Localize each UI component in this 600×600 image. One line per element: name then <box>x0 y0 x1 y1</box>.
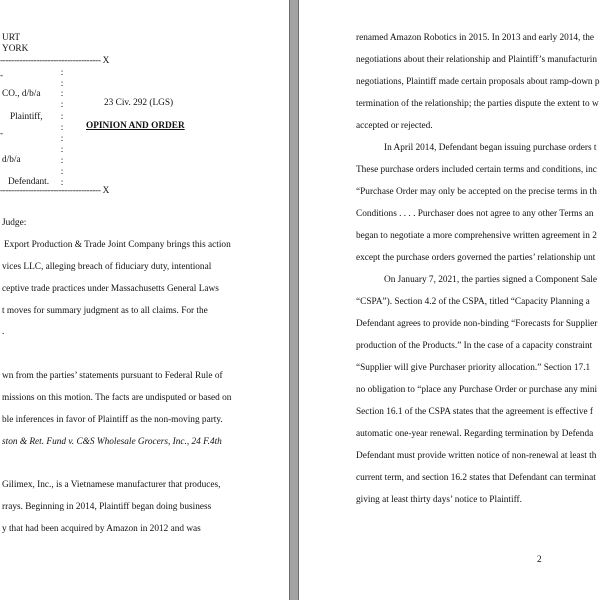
caption-dash-mark: - <box>0 129 4 139</box>
caption-dash-mark: - <box>0 71 4 81</box>
plaintiff-label: Plaintiff, <box>10 112 43 122</box>
document-page-left <box>0 0 290 600</box>
body-line: “CSPA”). Section 4.2 of the CSPA, titled “Capacity Planning a <box>356 297 590 307</box>
page-number: 2 <box>537 555 542 565</box>
document-title: OPINION AND ORDER <box>86 121 185 131</box>
body-line: no obligation to “place any Purchase Order or purchase any mini <box>356 385 598 395</box>
body-line: except the purchase orders governed the parties’ relationship unt <box>356 253 596 263</box>
body-line: missions on this motion. The facts are undisputed or based on <box>2 393 232 403</box>
caption-colon: : <box>60 178 64 188</box>
caption-dash-top: ------------------------------------ X <box>0 56 110 66</box>
body-line: giving at least thirty days’ notice to Plaintiff. <box>356 495 522 505</box>
body-line: automatic one-year renewal. Regarding termination by Defenda <box>356 429 594 439</box>
court-name-line-1: URT <box>2 33 21 43</box>
page-edge-left <box>289 0 290 600</box>
caption-party-plaintiff: CO., d/b/a <box>2 89 41 99</box>
caption-colon: : <box>60 79 64 89</box>
caption-colon: : <box>60 145 64 155</box>
body-line: . <box>2 327 5 337</box>
body-line: Section 16.1 of the CSPA states that the agreement is effective f <box>356 407 594 417</box>
body-line: These purchase orders included certain terms and conditions, inc <box>356 165 597 175</box>
body-line: Gilimex, Inc., is a Vietnamese manufacturer that produces, <box>2 480 221 490</box>
body-line: renamed Amazon Robotics in 2015. In 2013 and early 2014, the <box>356 33 595 43</box>
caption-colon: : <box>60 68 64 78</box>
defendant-label: Defendant. <box>8 177 50 187</box>
body-line: Defendant must provide written notice of non-renewal at least th <box>356 451 597 461</box>
case-number: 23 Civ. 292 (LGS) <box>104 98 174 108</box>
body-line: y that had been acquired by Amazon in 2012 and was <box>2 524 201 534</box>
body-line: t moves for summary judgment as to all claims. For the <box>2 306 208 316</box>
body-line: vices LLC, alleging breach of fiduciary duty, intentional <box>2 262 212 272</box>
caption-colon: : <box>60 100 64 110</box>
body-line: production of the Products.” In the case of a capacity constraint <box>356 341 593 351</box>
document-page-right <box>299 0 600 600</box>
court-name-line-2: YORK <box>2 44 29 54</box>
body-line: Judge: <box>2 218 27 228</box>
caption-colon: : <box>60 112 64 122</box>
body-line: wn from the parties’ statements pursuant to Federal Rule of <box>2 371 223 381</box>
caption-colon: : <box>60 156 64 166</box>
body-line: In April 2014, Defendant began issuing purchase orders t <box>384 143 597 153</box>
body-line: Conditions . . . . Purchaser does not agree to any other Terms an <box>356 209 594 219</box>
body-line: ceptive trade practices under Massachusetts General Laws <box>2 284 219 294</box>
caption-dash-bottom: ------------------------------------ X <box>0 186 110 196</box>
caption-party-defendant: d/b/a <box>2 155 21 165</box>
body-line: began to negotiate a more comprehensive written agreement in 2 <box>356 231 597 241</box>
body-line: termination of the relationship; the parties dispute the extent to w <box>356 99 599 109</box>
caption-colon: : <box>60 134 64 144</box>
caption-colon: : <box>60 123 64 133</box>
body-line: “Purchase Order may only be accepted on the precise terms in th <box>356 187 597 197</box>
body-line: Defendant agrees to provide non-binding “Forecasts for Supplier <box>356 319 598 329</box>
body-line: negotiations about their relationship and Plaintiff’s manufacturin <box>356 55 597 65</box>
body-line: rrays. Beginning in 2014, Plaintiff began doing business <box>2 502 212 512</box>
body-line: On January 7, 2021, the parties signed a Component Sale <box>384 275 598 285</box>
body-line: Export Production & Trade Joint Company brings this action <box>4 240 231 250</box>
body-line-citation: ston & Ret. Fund v. C&S Wholesale Grocers, Inc., 24 F.4th <box>2 437 222 447</box>
body-line: current term, and section 16.2 states that Defendant can terminat <box>356 473 596 483</box>
caption-colon: : <box>60 167 64 177</box>
body-line: negotiations, Plaintiff made certain proposals about ramp-down p <box>356 77 600 87</box>
caption-colon: : <box>60 89 64 99</box>
body-line: “Supplier will give Purchaser priority allocation.” Section 17.1 <box>356 363 591 373</box>
body-line: accepted or rejected. <box>356 121 433 131</box>
body-line: ble inferences in favor of Plaintiff as the non-moving party. <box>2 415 223 425</box>
